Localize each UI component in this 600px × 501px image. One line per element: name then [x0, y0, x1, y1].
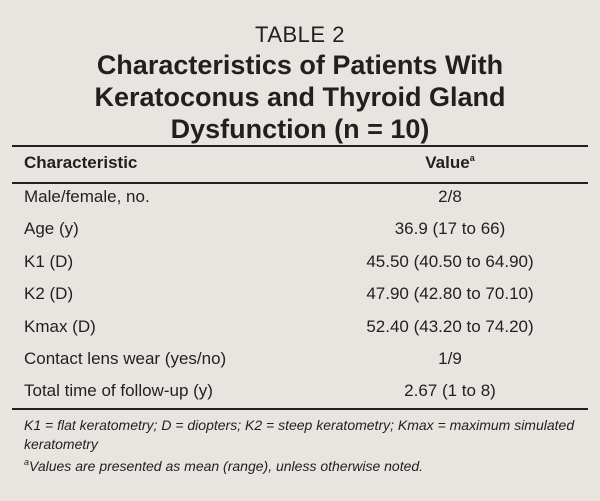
row-characteristic: Male/female, no. — [24, 187, 150, 206]
table-row — [12, 180, 588, 212]
row-characteristic: K1 (D) — [24, 251, 74, 271]
footnote-abbreviations: K1 = flat keratometry; D = diopters; K2 = steep keratometry; Kmax = maximum simulated keratometry — [24, 417, 575, 452]
row-value: 36.9 (17 to 66) — [394, 219, 506, 239]
row-characteristic: K2 (D) — [24, 284, 74, 304]
footnote-note-marker: a — [24, 457, 30, 467]
header-characteristic: Characteristic — [24, 153, 138, 172]
table-row — [12, 342, 588, 374]
table-row — [12, 277, 588, 309]
row-value: 47.90 (42.80 to 70.10) — [366, 284, 534, 304]
row-value: 1/9 — [438, 348, 462, 368]
footnote-note — [24, 453, 576, 476]
row-characteristic: Total time of follow-up (y) — [24, 381, 213, 401]
header-value — [342, 153, 558, 173]
table-body — [12, 180, 588, 407]
table-row — [12, 374, 588, 406]
table-caption — [0, 22, 600, 145]
table-footnotes — [24, 416, 576, 476]
row-value: 45.50 (40.50 to 64.90) — [366, 251, 534, 271]
table-header-row — [12, 145, 588, 184]
header-value-label: Value — [425, 153, 470, 172]
row-value: 52.40 (43.20 to 74.20) — [366, 316, 534, 336]
table-row — [12, 245, 588, 277]
table-row — [12, 212, 588, 244]
row-characteristic: Kmax (D) — [24, 316, 96, 336]
table-row — [12, 310, 588, 342]
row-characteristic: Contact lens wear (yes/no) — [24, 348, 227, 368]
table-title: Characteristics of Patients With Keratoconus and Thyroid Gland Dysfunction (n = 10) — [94, 50, 506, 144]
row-characteristic: Age (y) — [24, 219, 79, 239]
header-value-footnote-marker: a — [469, 153, 475, 163]
row-value: 2.67 (1 to 8) — [404, 381, 496, 401]
row-value: 2/8 — [438, 187, 462, 206]
table-bottom-rule — [12, 408, 588, 410]
footnote-note-text: Values are presented as mean (range), unless otherwise noted. — [29, 458, 424, 474]
table-label: TABLE 2 — [255, 22, 345, 47]
